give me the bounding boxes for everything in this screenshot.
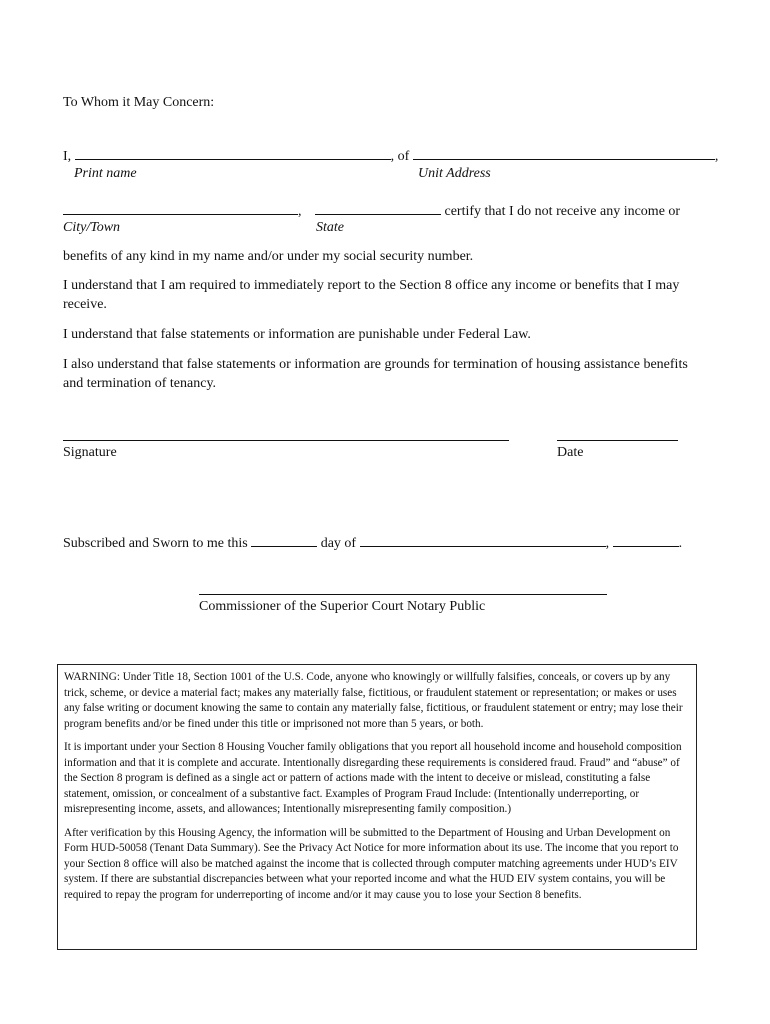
sworn-period: . <box>678 536 683 551</box>
sworn-year-field[interactable] <box>613 533 679 547</box>
city-town-caption: City/Town <box>63 220 121 235</box>
sworn-comma: , <box>605 536 610 551</box>
certify-text: certify that I do not receive any income or <box>444 204 681 219</box>
date-caption: Date <box>557 445 584 460</box>
of-label: , of <box>390 149 410 164</box>
commissioner-caption: Commissioner of the Superior Court Notary Public <box>199 599 486 614</box>
commissioner-signature-line[interactable] <box>199 594 607 595</box>
sworn-month-field[interactable] <box>360 533 606 547</box>
city-town-field[interactable] <box>63 201 298 215</box>
day-of-label: day of <box>320 536 357 551</box>
unit-address-field[interactable] <box>413 146 715 160</box>
signature-caption: Signature <box>63 445 117 460</box>
print-name-field[interactable] <box>75 146 391 160</box>
certify-line-1 <box>63 146 718 166</box>
date-line[interactable] <box>557 440 678 441</box>
statement-termination: I also understand that false statements or information are grounds for termination of housing assistance benefits and termination of tenancy. <box>63 357 688 391</box>
print-name-caption: Print name <box>74 166 137 181</box>
i-label: I, <box>63 149 72 164</box>
statement-report: I understand that I am required to immediately report to the Section 8 office any income or benefits that I may receive. <box>63 278 680 312</box>
state-caption: State <box>316 220 344 235</box>
warning-box <box>57 664 697 950</box>
benefits-text: benefits of any kind in my name and/or under my social security number. <box>63 249 474 264</box>
sworn-line <box>63 533 682 553</box>
end-comma: , <box>714 149 719 164</box>
city-comma: , <box>298 204 302 219</box>
statement-punishable: I understand that false statements or information are punishable under Federal Law. <box>63 327 531 342</box>
sworn-prefix: Subscribed and Sworn to me this <box>63 536 248 551</box>
signature-line[interactable] <box>63 440 509 441</box>
state-field[interactable] <box>315 201 441 215</box>
salutation: To Whom it May Concern: <box>63 95 215 110</box>
warning-paragraph-verification: After verification by this Housing Agency, the information will be submitted to the Department of Housing and Urban Development on Form HUD-50058 (Tenant Data Summary). See the Privacy Act Notice for more information about its use. The income that you report to your Section 8 office will also be matched against the income that is collected through computer matching agreements under HUD’s EIV system. If there are substantial discrepancies between what your reported income and what the HUD EIV system contains, you will be required to repay the program for underreporting of income and/or it may cause you to lose your Section 8 benefits. <box>64 826 679 901</box>
certify-line-2 <box>63 201 680 221</box>
warning-paragraph-fraud: It is important under your Section 8 Housing Voucher family obligations that you report all household income and household composition information and that it is complete and accurate. Intentionally disregarding these requirements is considered fraud. Fraud” and “abuse” of the Section 8 program is defined as a single act or pattern of actions made with the intent to deceive or mislead, constituting a false statement, omission, or concealment of a substantive fact. Examples of Program Fraud Include: (Intentionally underreporting, or misrepresenting income, assets, and allowances; Intentionally misrepresenting family composition.) <box>64 741 682 815</box>
unit-address-caption: Unit Address <box>418 166 491 181</box>
warning-paragraph-title18: WARNING: Under Title 18, Section 1001 of the U.S. Code, anyone who knowingly or willfully falsifies, conceals, or covers up by any trick, scheme, or device a material fact; makes any materially false, fictitious, or fraudulent statement or representation; or makes or uses any false writing or document knowing the same to contain any materially false, fictitious, or fraudulent statement or entry; may lose their program benefits and/or be fined under this title or imprisoned not more than 5 years, or both. <box>64 671 683 730</box>
sworn-day-field[interactable] <box>251 533 317 547</box>
